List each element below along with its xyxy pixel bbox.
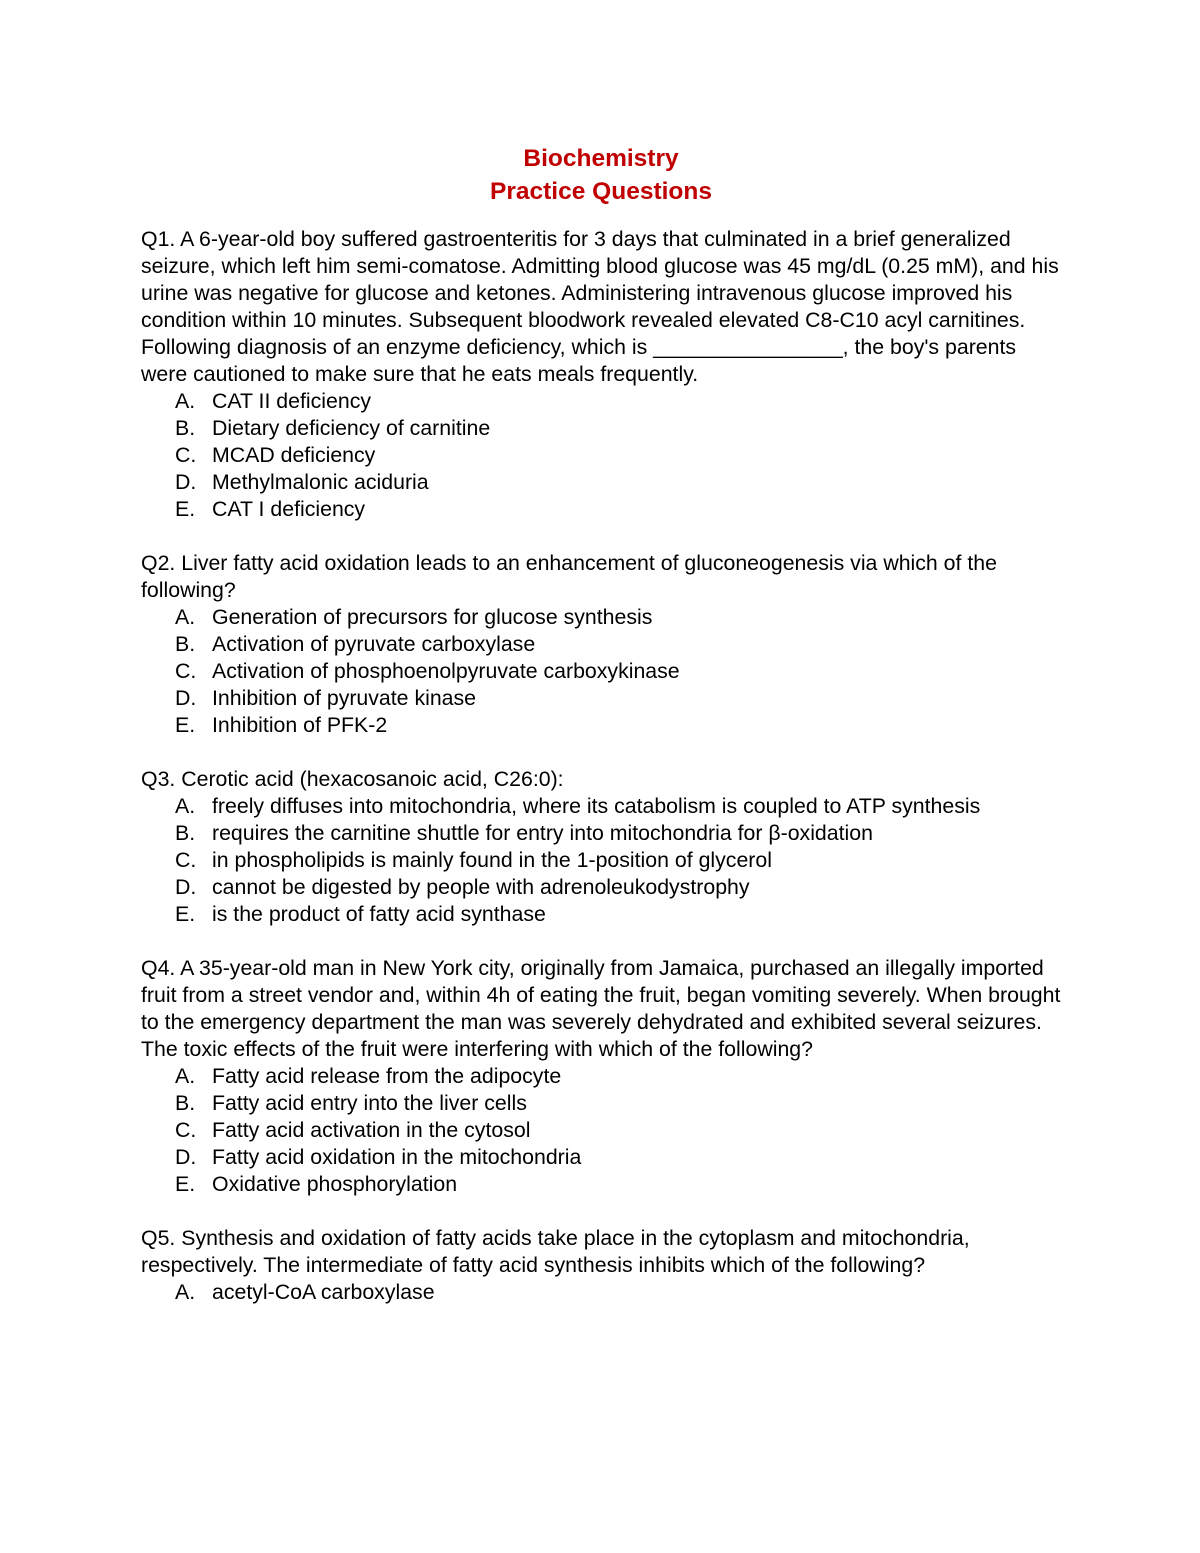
question-1 xyxy=(141,226,1061,523)
question-4 xyxy=(141,955,1061,1198)
answer-option xyxy=(141,901,1061,928)
answer-option xyxy=(141,496,1061,523)
option-text: freely diffuses into mitochondria, where its catabolism is coupled to ATP synthesis xyxy=(212,794,981,818)
option-text: acetyl-CoA carboxylase xyxy=(212,1280,435,1304)
option-letter: D. xyxy=(175,470,197,494)
option-text: Oxidative phosphorylation xyxy=(212,1172,458,1196)
option-letter: E. xyxy=(175,902,196,926)
option-letter: A. xyxy=(175,605,196,629)
answer-option xyxy=(141,1090,1061,1117)
question-stem: Q2. Liver fatty acid oxidation leads to an enhancement of gluconeogenesis via which of the following? xyxy=(141,551,997,602)
answer-option xyxy=(141,1171,1061,1198)
question-stem: Q3. Cerotic acid (hexacosanoic acid, C26:0): xyxy=(141,767,564,791)
option-text: is the product of fatty acid synthase xyxy=(212,902,546,926)
answer-option xyxy=(141,658,1061,685)
question-2 xyxy=(141,550,1061,739)
option-letter: C. xyxy=(175,848,197,872)
answer-option xyxy=(141,1144,1061,1171)
question-stem: Q5. Synthesis and oxidation of fatty acids take place in the cytoplasm and mitochondria, respectively. The intermediate of fatty acid synthesis inhibits which of the following? xyxy=(141,1226,970,1277)
option-letter: E. xyxy=(175,497,196,521)
answer-options xyxy=(141,1279,1061,1306)
answer-option xyxy=(141,442,1061,469)
option-letter: D. xyxy=(175,686,197,710)
answer-option xyxy=(141,1117,1061,1144)
answer-option xyxy=(141,1063,1061,1090)
option-letter: B. xyxy=(175,416,196,440)
answer-option xyxy=(141,415,1061,442)
option-text: Inhibition of PFK-2 xyxy=(212,713,388,737)
option-text: MCAD deficiency xyxy=(212,443,376,467)
option-text: CAT II deficiency xyxy=(212,389,371,413)
answer-option xyxy=(141,388,1061,415)
option-letter: A. xyxy=(175,1064,196,1088)
answer-option xyxy=(141,793,1061,820)
option-text: Activation of phosphoenolpyruvate carboxykinase xyxy=(212,659,680,683)
answer-option xyxy=(141,712,1061,739)
answer-option xyxy=(141,847,1061,874)
answer-options xyxy=(141,793,1061,928)
option-text: Fatty acid entry into the liver cells xyxy=(212,1091,527,1115)
option-letter: D. xyxy=(175,875,197,899)
option-text: requires the carnitine shuttle for entry into mitochondria for β-oxidation xyxy=(212,821,873,845)
document-subtitle: Practice Questions xyxy=(490,178,712,205)
option-text: Generation of precursors for glucose synthesis xyxy=(212,605,653,629)
answer-options xyxy=(141,388,1061,523)
document-header xyxy=(141,142,1061,208)
option-letter: E. xyxy=(175,1172,196,1196)
question-stem: Q4. A 35-year-old man in New York city, originally from Jamaica, purchased an illegally imported fruit from a street vendor and, within 4h of eating the fruit, began vomiting severely. When brought to the emergency department the man was severely dehydrated and exhibited several seizures. The toxic effects of the fruit were interfering with which of the following? xyxy=(141,956,1061,1061)
option-text: Activation of pyruvate carboxylase xyxy=(212,632,536,656)
answer-option xyxy=(141,685,1061,712)
option-text: Fatty acid oxidation in the mitochondria xyxy=(212,1145,582,1169)
answer-option xyxy=(141,874,1061,901)
option-text: cannot be digested by people with adrenoleukodystrophy xyxy=(212,875,750,899)
option-text: Methylmalonic aciduria xyxy=(212,470,429,494)
answer-option xyxy=(141,469,1061,496)
option-letter: B. xyxy=(175,1091,196,1115)
question-stem: Q1. A 6-year-old boy suffered gastroenteritis for 3 days that culminated in a brief generalized seizure, which left him semi-comatose. Admitting blood glucose was 45 mg/dL (0.25 mM), and his urine was negative for glucose and ketones. Administering intravenous glucose improved his condition within 10 minutes. Subsequent bloodwork revealed elevated C8-C10 acyl carnitines. Following diagnosis of an enzyme deficiency, which is ________________, the boy's parents were cautioned to make sure that he eats meals frequently. xyxy=(141,227,1059,386)
option-letter: E. xyxy=(175,713,196,737)
option-text: Fatty acid activation in the cytosol xyxy=(212,1118,531,1142)
answer-options xyxy=(141,1063,1061,1198)
option-letter: C. xyxy=(175,1118,197,1142)
question-3 xyxy=(141,766,1061,928)
option-text: CAT I deficiency xyxy=(212,497,366,521)
option-letter: B. xyxy=(175,821,196,845)
document-title: Biochemistry xyxy=(523,145,679,172)
option-letter: C. xyxy=(175,659,197,683)
option-letter: B. xyxy=(175,632,196,656)
option-letter: D. xyxy=(175,1145,197,1169)
option-letter: A. xyxy=(175,794,196,818)
question-5 xyxy=(141,1225,1061,1306)
answer-option xyxy=(141,1279,1061,1306)
option-text: Dietary deficiency of carnitine xyxy=(212,416,491,440)
option-text: in phospholipids is mainly found in the 1-position of glycerol xyxy=(212,848,772,872)
answer-option xyxy=(141,820,1061,847)
option-text: Fatty acid release from the adipocyte xyxy=(212,1064,562,1088)
option-letter: C. xyxy=(175,443,197,467)
option-letter: A. xyxy=(175,1280,196,1304)
answer-options xyxy=(141,604,1061,739)
option-letter: A. xyxy=(175,389,196,413)
option-text: Inhibition of pyruvate kinase xyxy=(212,686,477,710)
answer-option xyxy=(141,604,1061,631)
answer-option xyxy=(141,631,1061,658)
document-page xyxy=(141,142,1061,1333)
